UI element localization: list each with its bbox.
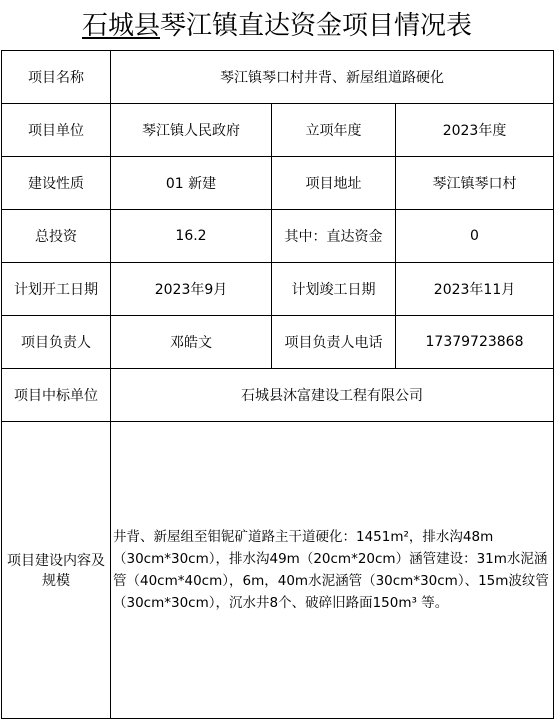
row-construction-nature xyxy=(2,157,554,210)
value-direct-funds: 0 xyxy=(396,210,554,263)
label-total-investment: 总投资 xyxy=(2,210,111,263)
label-project-unit: 项目单位 xyxy=(2,104,111,157)
title-county: 石城县 xyxy=(81,11,160,41)
label-construction-nature: 建设性质 xyxy=(2,157,111,210)
label-completion-date: 计划竣工日期 xyxy=(272,263,396,316)
project-info-table xyxy=(1,50,554,719)
page-title xyxy=(0,0,554,50)
value-project-owner: 邓皓文 xyxy=(111,316,272,369)
row-project-name xyxy=(2,51,554,104)
value-project-address: 琴江镇琴口村 xyxy=(396,157,554,210)
value-construction-nature: 01 新建 xyxy=(111,157,272,210)
row-dates xyxy=(2,263,554,316)
label-project-owner: 项目负责人 xyxy=(2,316,111,369)
row-construction-scope xyxy=(2,422,554,719)
value-construction-scope: 井背、新屋组至钼铌矿道路主干道硬化：1451m²，排水沟48m（30cm*30cm），排水沟49m（20cm*20cm）涵管建设：31m水泥涵管（40cm*40cm），6m，40m水泥涵管（30cm*30cm）、15m波纹管（30cm*30cm），沉水井8个、破碎旧路面150m³ 等。 xyxy=(111,422,554,719)
value-project-unit: 琴江镇人民政府 xyxy=(111,104,272,157)
label-project-address: 项目地址 xyxy=(272,157,396,210)
label-winning-bidder: 项目中标单位 xyxy=(2,369,111,422)
label-direct-funds: 其中：直达资金 xyxy=(272,210,396,263)
value-winning-bidder: 石城县沐富建设工程有限公司 xyxy=(111,369,554,422)
value-project-name: 琴江镇琴口村井背、新屋组道路硬化 xyxy=(111,51,554,104)
row-investment xyxy=(2,210,554,263)
label-owner-phone: 项目负责人电话 xyxy=(272,316,396,369)
row-project-unit xyxy=(2,104,554,157)
label-construction-scope: 项目建设内容及规模 xyxy=(2,422,111,719)
value-owner-phone: 17379723868 xyxy=(396,316,554,369)
label-start-date: 计划开工日期 xyxy=(2,263,111,316)
value-total-investment: 16.2 xyxy=(111,210,272,263)
value-start-date: 2023年9月 xyxy=(111,263,272,316)
value-approval-year: 2023年度 xyxy=(396,104,554,157)
label-project-name: 项目名称 xyxy=(2,51,111,104)
value-completion-date: 2023年11月 xyxy=(396,263,554,316)
row-winning-bidder xyxy=(2,369,554,422)
label-approval-year: 立项年度 xyxy=(272,104,396,157)
row-project-owner xyxy=(2,316,554,369)
title-rest: 琴江镇直达资金项目情况表 xyxy=(160,11,473,41)
